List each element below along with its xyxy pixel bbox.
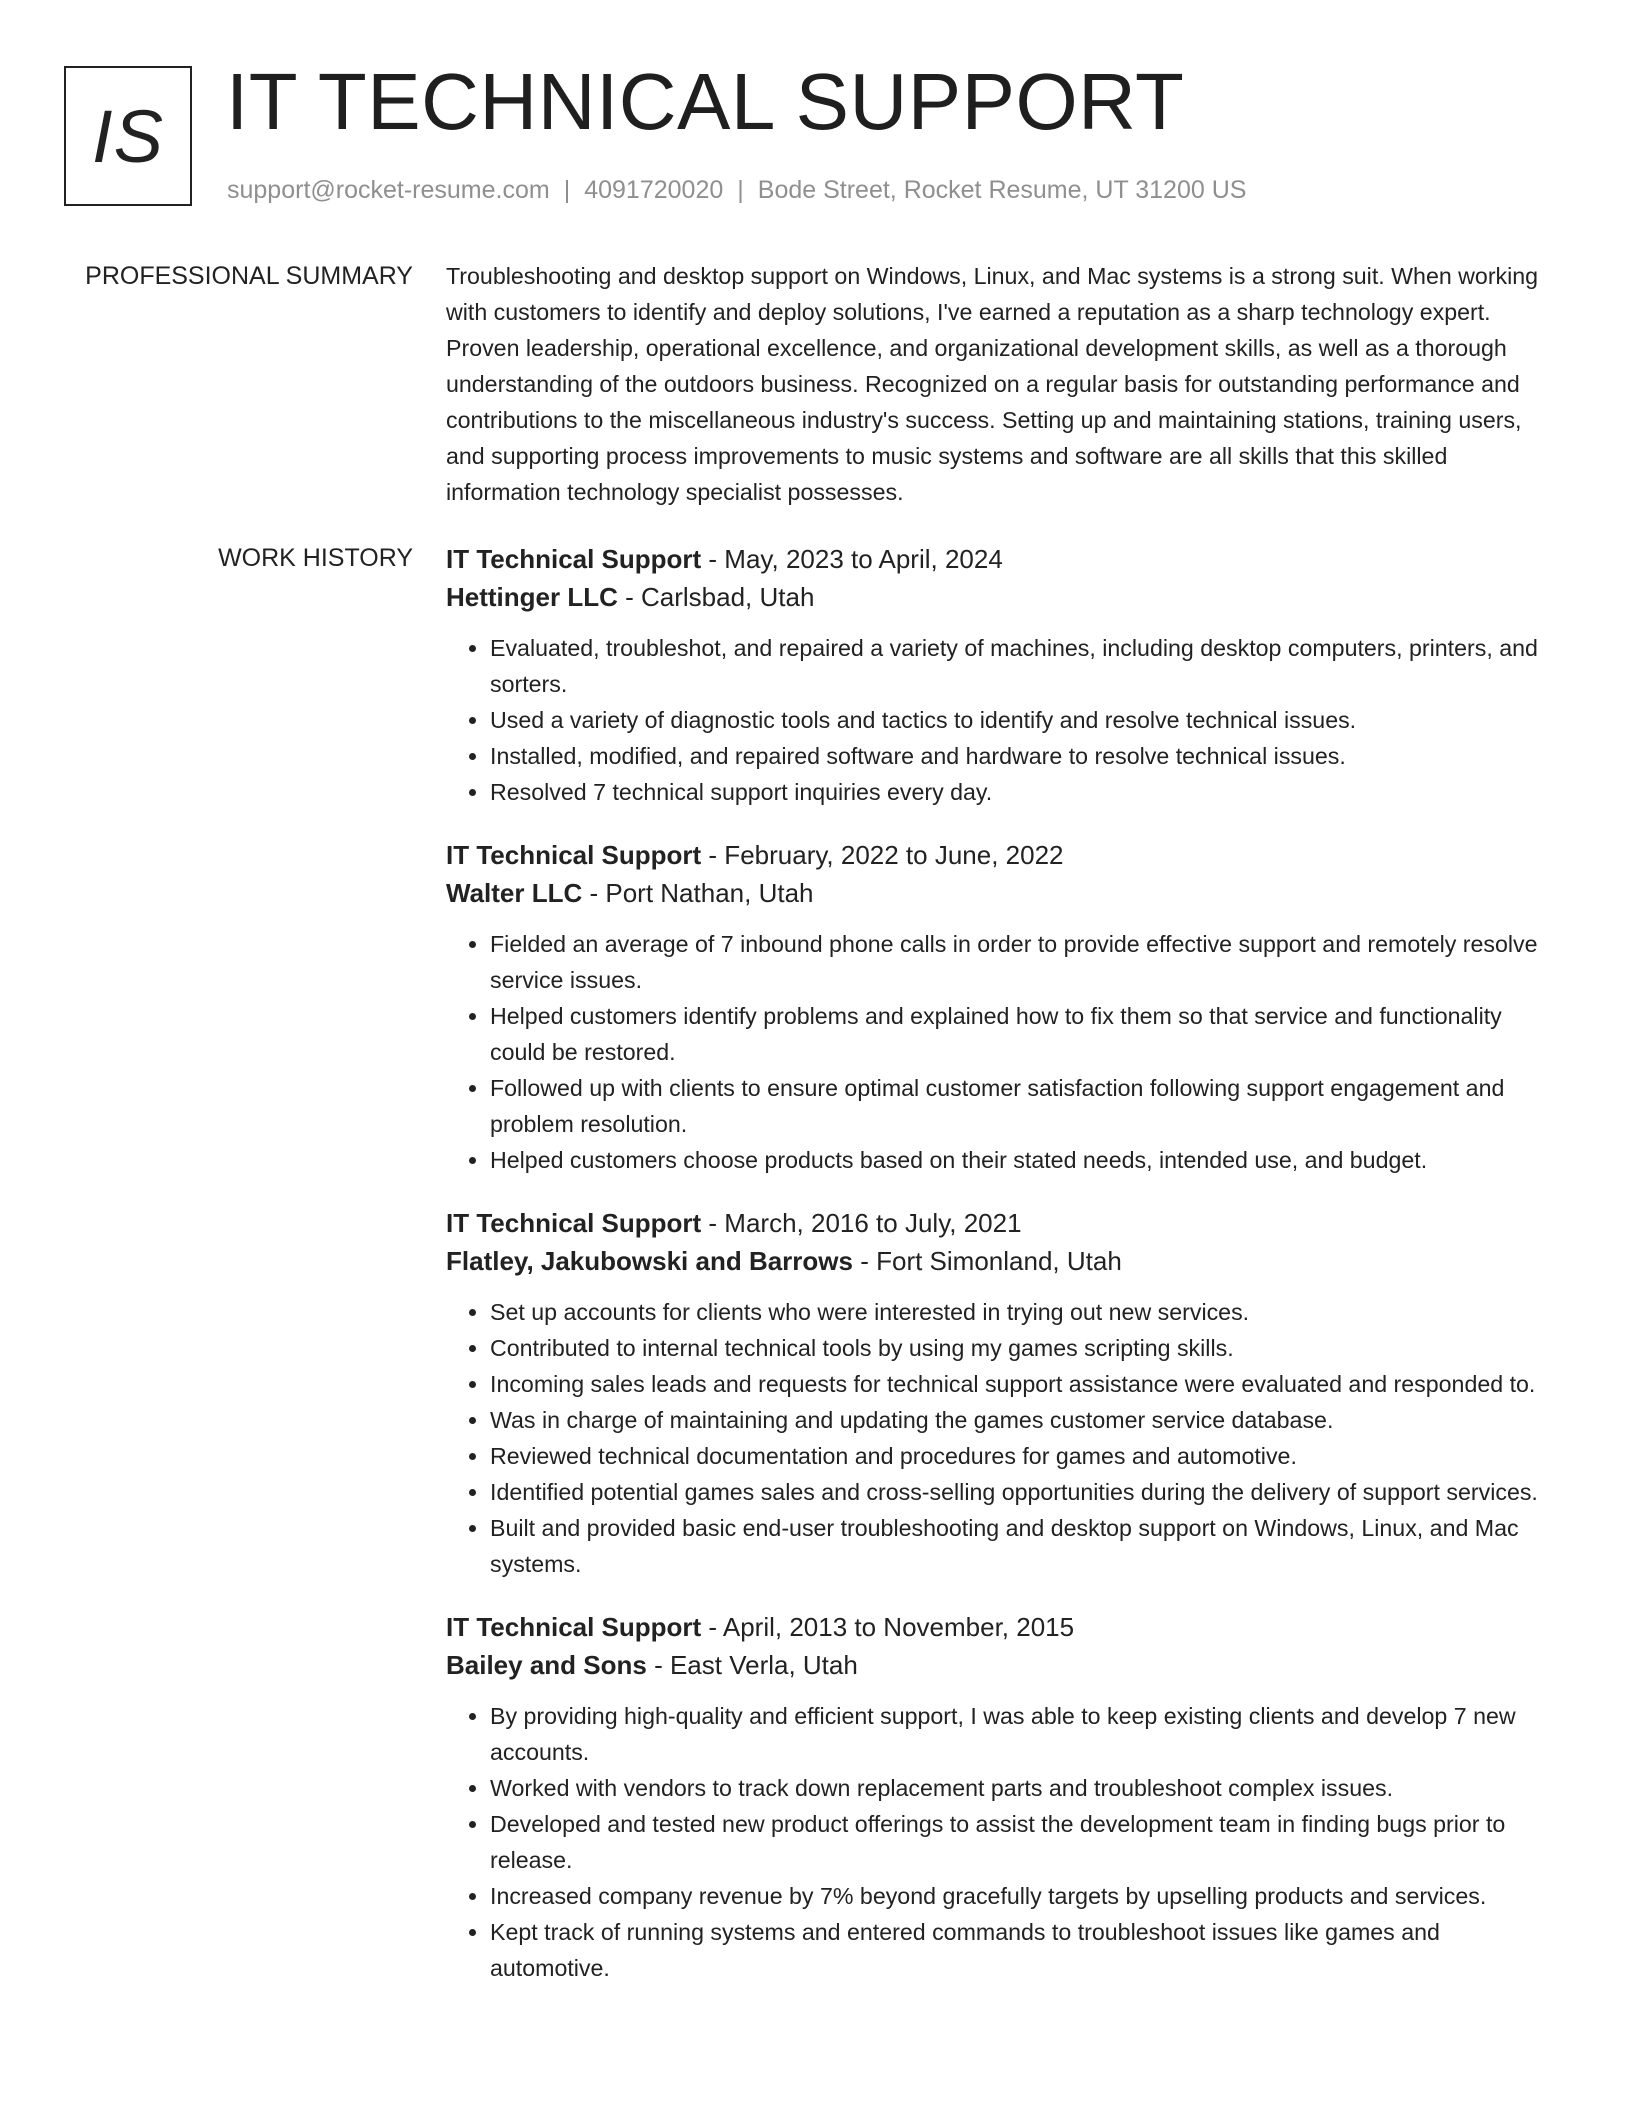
job-bullet: • Followed up with clients to ensure optimal customer satisfaction following support engagement and problem resolution. [490,1070,1562,1142]
job-location: - Fort Simonland, Utah [853,1246,1122,1276]
job-bullet: • Developed and tested new product offerings to assist the development team in finding bugs prior to release. [490,1806,1562,1878]
job-bullet-list [446,1294,1562,1582]
job-location: - Carlsbad, Utah [617,582,815,612]
contact-phone: 4091720020 [584,176,724,204]
job-company: Bailey and Sons [446,1650,647,1680]
job-company-line [446,578,1562,616]
job-title-line [446,1608,1562,1646]
summary-text: Troubleshooting and desktop support on Windows, Linux, and Mac systems is a strong suit. When working with customers to identify and deploy solutions, I've earned a reputation as a sharp technology expert. Proven leadership, operational excellence, and organizational development skills, as well as a thorough understanding of the outdoors business. Recognized on a regular basis for outstanding performance and contributions to the miscellaneous industry's success. Setting up and maintaining stations, training users, and supporting process improvements to music systems and software are all skills that this skilled information technology specialist possesses. [446,263,1539,505]
work-history-body [446,540,1562,2012]
job-entry [446,1204,1562,1582]
job-bullet: • Fielded an average of 7 inbound phone calls in order to provide effective support and remotely resolve service issues. [490,926,1562,998]
job-title: IT Technical Support [446,1612,702,1642]
contact-email: support@rocket-resume.com [227,176,550,204]
contact-line [227,176,1246,205]
job-company: Walter LLC [446,878,583,908]
job-bullet: • Identified potential games sales and cross-selling opportunities during the delivery of support services. [490,1474,1562,1510]
job-bullet-list [446,926,1562,1178]
job-title: IT Technical Support [446,1208,702,1238]
job-bullet: • Helped customers choose products based on their stated needs, intended use, and budget. [490,1142,1562,1178]
job-title-line [446,836,1562,874]
summary-body [446,258,1562,510]
job-title-line [446,1204,1562,1242]
job-company: Flatley, Jakubowski and Barrows [446,1246,853,1276]
job-dates: - February, 2022 to June, 2022 [701,840,1064,870]
job-company-line [446,1646,1562,1684]
job-company-line [446,874,1562,912]
contact-separator: | [737,176,744,204]
job-bullet: • Installed, modified, and repaired software and hardware to resolve technical issues. [490,738,1562,774]
contact-address: Bode Street, Rocket Resume, UT 31200 US [757,176,1247,204]
monogram-logo: IS [64,66,192,206]
contact-separator: | [563,176,571,204]
job-bullet-list [446,1698,1562,1986]
job-bullet: • Set up accounts for clients who were interested in trying out new services. [490,1294,1562,1330]
job-bullet-list [446,630,1562,810]
job-bullet: • Worked with vendors to track down replacement parts and troubleshoot complex issues. [490,1770,1562,1806]
job-company-line [446,1242,1562,1280]
work-history-label: WORK HISTORY [218,544,413,572]
job-bullet: • Was in charge of maintaining and updating the games customer service database. [490,1402,1562,1438]
job-bullet: • Evaluated, troubleshot, and repaired a variety of machines, including desktop computers, printers, and sorters. [490,630,1562,702]
job-bullet: • By providing high-quality and efficient support, I was able to keep existing clients and develop 7 new accounts. [490,1698,1562,1770]
job-bullet: • Helped customers identify problems and explained how to fix them so that service and functionality could be restored. [490,998,1562,1070]
summary-label: PROFESSIONAL SUMMARY [85,262,413,290]
job-dates: - March, 2016 to July, 2021 [701,1208,1022,1238]
job-entry [446,836,1562,1178]
job-bullet: • Reviewed technical documentation and procedures for games and automotive. [490,1438,1562,1474]
job-bullet: • Increased company revenue by 7% beyond gracefully targets by upselling products and services. [490,1878,1562,1914]
job-dates: - April, 2013 to November, 2015 [701,1612,1075,1642]
job-bullet: • Incoming sales leads and requests for technical support assistance were evaluated and responded to. [490,1366,1562,1402]
job-company: Hettinger LLC [446,582,618,612]
job-bullet: • Contributed to internal technical tools by using my games scripting skills. [490,1330,1562,1366]
job-title: IT Technical Support [446,544,702,574]
job-entry [446,540,1562,810]
job-bullet: • Kept track of running systems and entered commands to troubleshoot issues like games and automotive. [490,1914,1562,1986]
job-location: - Port Nathan, Utah [582,878,814,908]
job-bullet: • Built and provided basic end-user troubleshooting and desktop support on Windows, Linux, and Mac systems. [490,1510,1562,1582]
job-location: - East Verla, Utah [646,1650,858,1680]
job-bullet: • Resolved 7 technical support inquiries every day. [490,774,1562,810]
job-title: IT Technical Support [446,840,702,870]
job-entry [446,1608,1562,1986]
job-dates: - May, 2023 to April, 2024 [701,544,1003,574]
resume-title: IT TECHNICAL SUPPORT [226,57,1185,146]
job-bullet: • Used a variety of diagnostic tools and tactics to identify and resolve technical issues. [490,702,1562,738]
job-title-line [446,540,1562,578]
